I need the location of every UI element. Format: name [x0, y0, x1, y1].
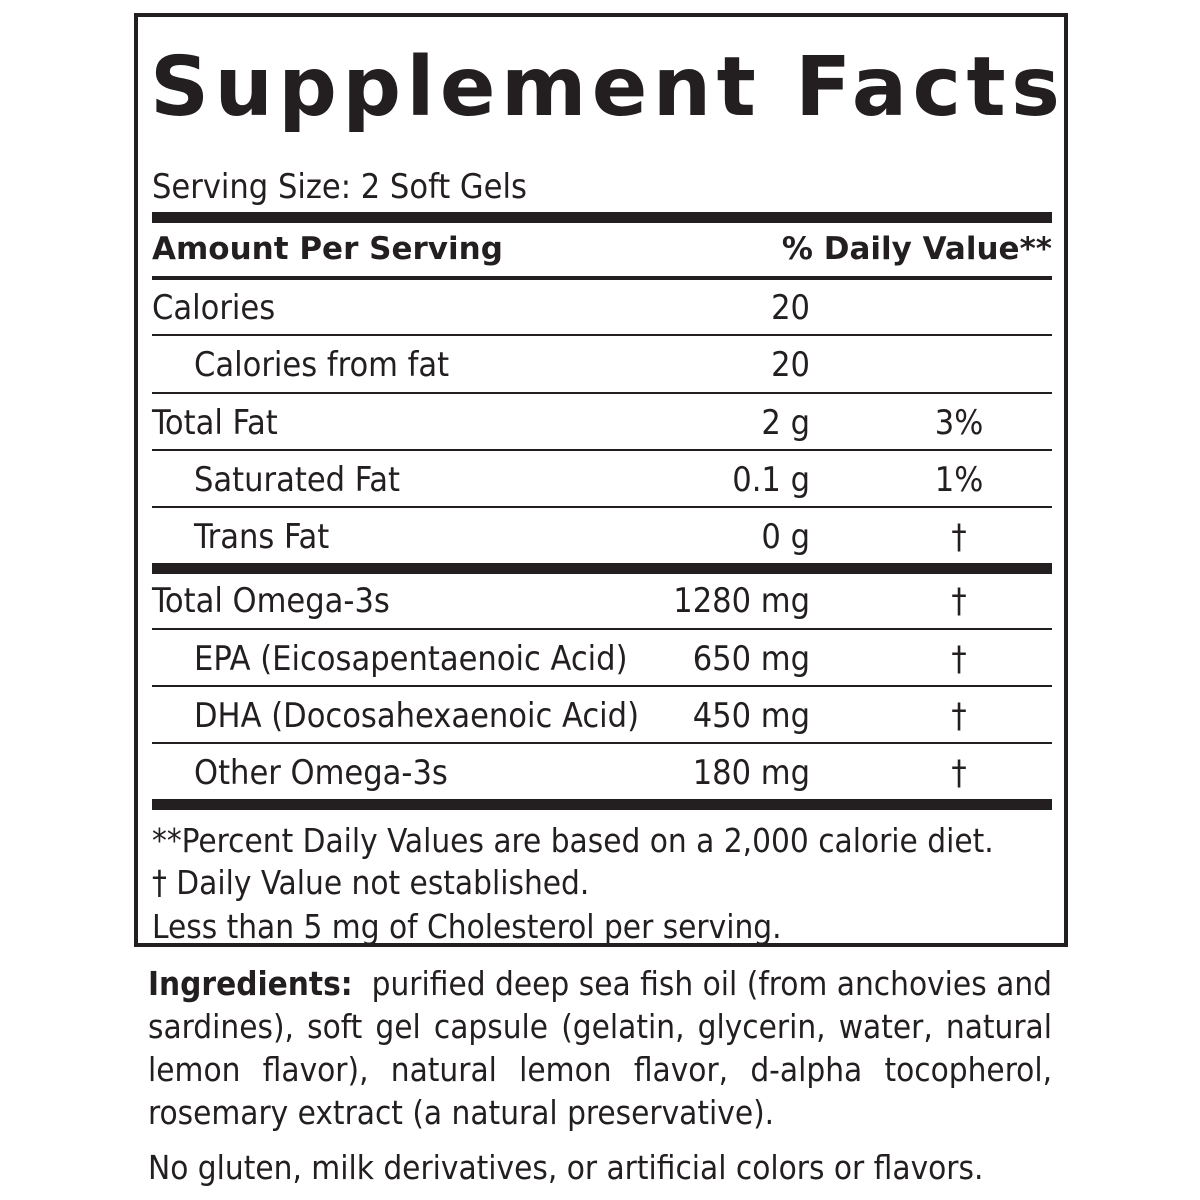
- row-label: Calories: [152, 288, 276, 328]
- ingredients-text: purified deep sea fish oil (from anchovies and sardines), soft gel capsule (gelatin, glycerin, water, natural lemon flavor), natural lemon flavor, d-alpha tocopherol, rosemary extract (a natural preservative).: [148, 964, 1052, 1132]
- row-label: EPA (Eicosapentaenoic Acid): [194, 639, 628, 679]
- table-row-saturated-fat: [152, 453, 1052, 507]
- row-amount: 0.1 g: [732, 460, 810, 500]
- row-divider: [152, 628, 1052, 630]
- row-divider: [152, 742, 1052, 744]
- row-daily-value: †: [951, 517, 967, 557]
- table-row-dha: [152, 689, 1052, 743]
- daily-value-heading: % Daily Value**: [781, 231, 1052, 267]
- panel-title: Supplement Facts: [150, 40, 1066, 135]
- ingredients-statement: [148, 962, 1052, 1134]
- supplement-facts-content: [150, 17, 1066, 946]
- table-row-total-fat: [152, 396, 1052, 450]
- row-amount: 180 mg: [692, 753, 810, 793]
- row-label: Other Omega-3s: [194, 753, 448, 793]
- row-divider: [152, 685, 1052, 687]
- table-row-total-omega-3s: [152, 574, 1052, 628]
- row-divider: [152, 334, 1052, 336]
- amount-per-serving-heading: Amount Per Serving: [152, 231, 503, 267]
- thick-divider: [152, 212, 1052, 223]
- table-row-trans-fat: [152, 510, 1052, 564]
- row-daily-value: †: [951, 639, 967, 679]
- footnote-dagger: † Daily Value not established.: [152, 863, 590, 902]
- supplement-facts-panel: [134, 13, 1068, 947]
- row-label: Total Fat: [152, 403, 278, 443]
- row-label: DHA (Docosahexaenoic Acid): [194, 696, 640, 736]
- table-header: [152, 227, 1052, 271]
- ingredients-label: Ingredients:: [148, 964, 353, 1003]
- row-daily-value: †: [951, 696, 967, 736]
- table-row-calories-from-fat: [152, 338, 1052, 392]
- row-daily-value: 3%: [934, 403, 984, 443]
- row-amount: 20: [771, 288, 810, 328]
- row-amount: 0 g: [761, 517, 810, 557]
- row-divider: [152, 506, 1052, 508]
- header-divider: [152, 276, 1052, 280]
- table-row-calories: [152, 281, 1052, 335]
- row-label: Calories from fat: [194, 345, 450, 385]
- row-amount: 450 mg: [692, 696, 810, 736]
- row-daily-value: †: [951, 753, 967, 793]
- serving-size: Serving Size: 2 Soft Gels: [152, 167, 527, 207]
- row-divider: [152, 392, 1052, 394]
- row-label: Trans Fat: [194, 517, 330, 557]
- footnote-cholesterol: Less than 5 mg of Cholesterol per serving.: [152, 907, 782, 946]
- row-amount: 20: [771, 345, 810, 385]
- row-amount: 650 mg: [692, 639, 810, 679]
- thick-divider: [152, 799, 1052, 810]
- table-row-other-omega-3s: [152, 746, 1052, 800]
- row-divider: [152, 449, 1052, 451]
- row-daily-value: 1%: [934, 460, 984, 500]
- footnote-daily-values: **Percent Daily Values are based on a 2,000 calorie diet.: [152, 821, 994, 860]
- thick-divider: [152, 563, 1052, 574]
- row-daily-value: †: [951, 581, 967, 621]
- table-row-epa: [152, 632, 1052, 686]
- row-label: Saturated Fat: [194, 460, 401, 500]
- row-label: Total Omega-3s: [152, 581, 390, 621]
- row-amount: 2 g: [761, 403, 810, 443]
- allergen-statement: No gluten, milk derivatives, or artificial colors or flavors.: [148, 1148, 984, 1187]
- row-amount: 1280 mg: [673, 581, 810, 621]
